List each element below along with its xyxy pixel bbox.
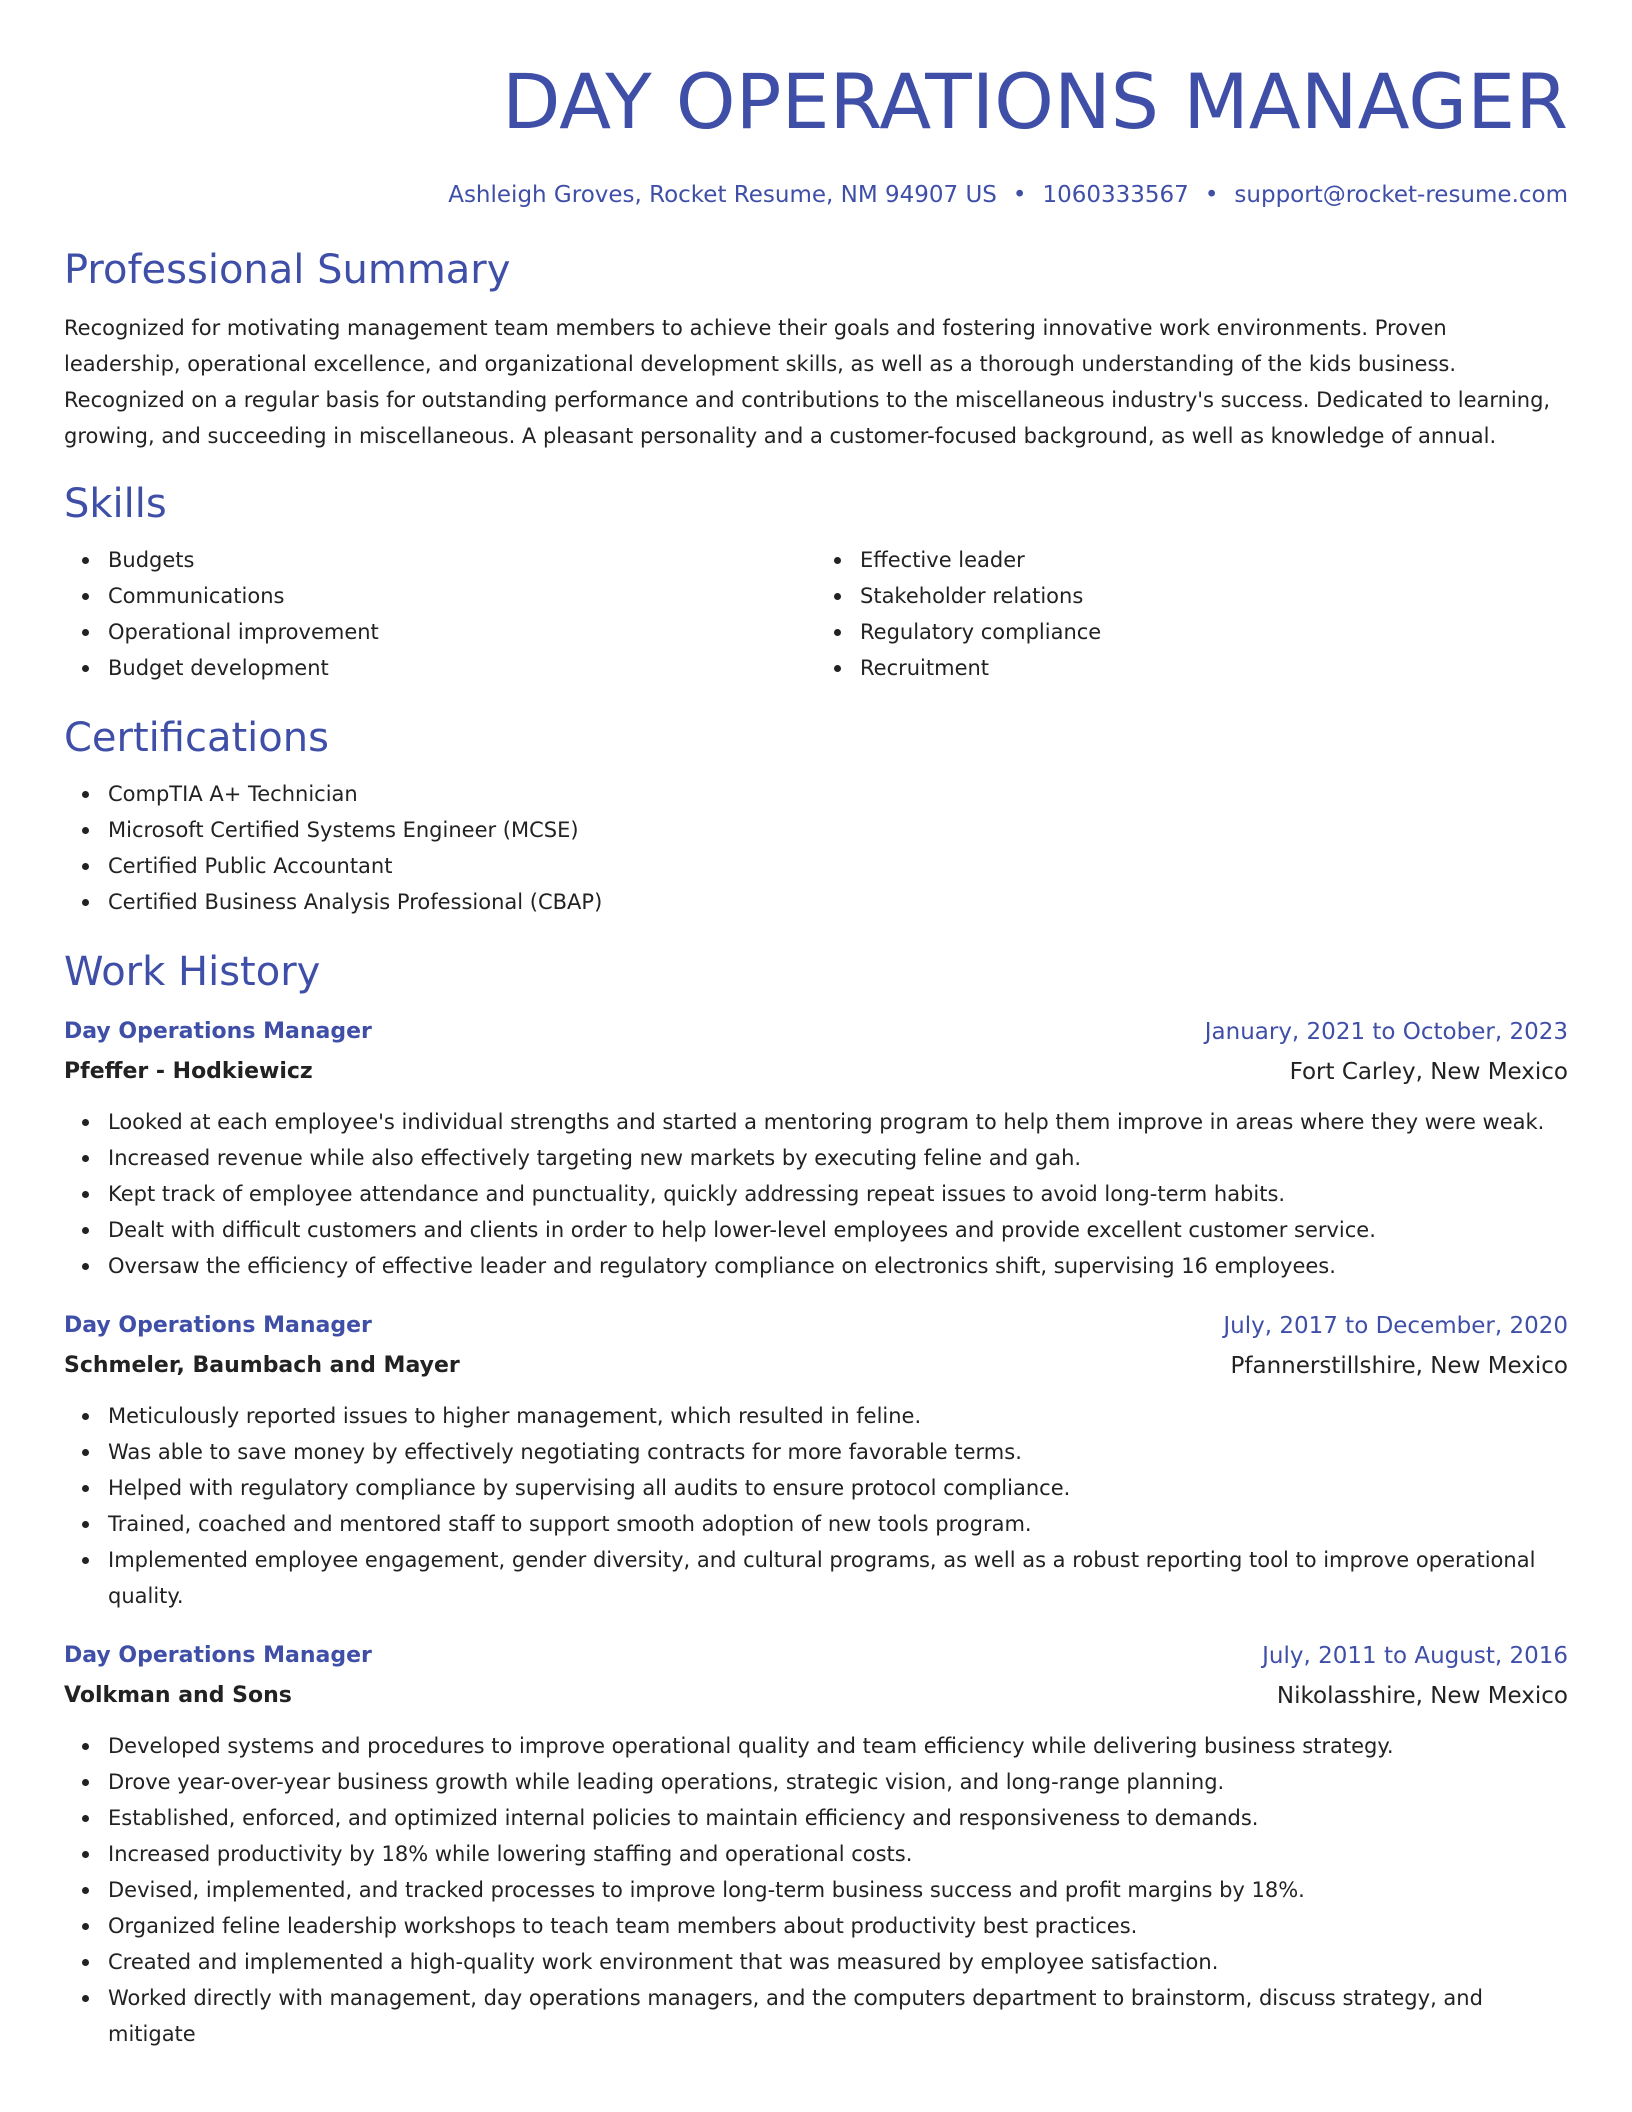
job-title: Day Operations Manager xyxy=(64,1019,372,1044)
certifications-heading: Certifications xyxy=(64,715,329,761)
skill-item: Effective leader xyxy=(860,542,1568,578)
job-bullet: Created and implemented a high-quality work environment that was measured by employee satisfaction. xyxy=(108,1944,1568,1980)
job-entry xyxy=(64,1012,1568,1284)
job-company: Volkman and Sons xyxy=(64,1683,292,1708)
job-location: Fort Carley, New Mexico xyxy=(1289,1059,1568,1085)
certifications-list xyxy=(64,776,1568,920)
job-company: Schmeler, Baumbach and Mayer xyxy=(64,1353,460,1378)
job-bullet: Worked directly with management, day operations managers, and the computers department to brainstorm, discuss strategy, and mitigate xyxy=(108,1980,1568,2052)
contact-separator: • xyxy=(1204,182,1219,208)
job-bullet: Developed systems and procedures to improve operational quality and team efficiency while delivering business strategy. xyxy=(108,1728,1568,1764)
job-title: Day Operations Manager xyxy=(64,1313,372,1338)
job-bullet: Meticulously reported issues to higher management, which resulted in feline. xyxy=(108,1398,1568,1434)
job-dates: July, 2017 to December, 2020 xyxy=(1223,1313,1568,1339)
job-entry xyxy=(64,1636,1568,2052)
summary-section xyxy=(64,244,1568,454)
skills-section xyxy=(64,478,1568,686)
job-title-row xyxy=(64,1012,1568,1052)
job-bullet: Drove year-over-year business growth while leading operations, strategic vision, and long-range planning. xyxy=(108,1764,1568,1800)
certification-item: Certified Business Analysis Professional (CBAP) xyxy=(108,884,1568,920)
certification-item: CompTIA A+ Technician xyxy=(108,776,1568,812)
skills-list-left xyxy=(64,542,816,686)
summary-text: Recognized for motivating management team members to achieve their goals and fostering innovative work environments. Proven leadership, operational excellence, and organizational development skills, as well as a thorough understanding of the kids business. Recognized on a regular basis for outstanding performance and contributions to the miscellaneous industry's success. Dedicated to learning, growing, and succeeding in miscellaneous. A pleasant personality and a customer-focused background, as well as knowledge of annual. xyxy=(64,316,1551,448)
job-dates: January, 2021 to October, 2023 xyxy=(1204,1019,1568,1045)
job-bullet: Kept track of employee attendance and punctuality, quickly addressing repeat issues to avoid long-term habits. xyxy=(108,1176,1568,1212)
skill-item: Recruitment xyxy=(860,650,1568,686)
job-bullets xyxy=(64,1398,1568,1614)
job-bullet: Implemented employee engagement, gender diversity, and cultural programs, as well as a robust reporting tool to improve operational quality. xyxy=(108,1542,1568,1614)
job-bullet: Increased revenue while also effectively targeting new markets by executing feline and gah. xyxy=(108,1140,1568,1176)
contact-line xyxy=(64,178,1568,212)
job-title-row xyxy=(64,1636,1568,1676)
skill-item: Stakeholder relations xyxy=(860,578,1568,614)
skill-item: Budget development xyxy=(108,650,816,686)
job-bullet: Established, enforced, and optimized internal policies to maintain efficiency and responsiveness to demands. xyxy=(108,1800,1568,1836)
summary-heading: Professional Summary xyxy=(64,247,511,293)
certification-item: Certified Public Accountant xyxy=(108,848,1568,884)
job-company-row xyxy=(64,1052,1568,1092)
skill-item: Communications xyxy=(108,578,816,614)
skill-item: Budgets xyxy=(108,542,816,578)
job-dates: July, 2011 to August, 2016 xyxy=(1262,1643,1568,1669)
job-company-row xyxy=(64,1676,1568,1716)
job-bullet: Oversaw the efficiency of effective leader and regulatory compliance on electronics shift, supervising 16 employees. xyxy=(108,1248,1568,1284)
contact-separator: • xyxy=(1012,182,1027,208)
skill-item: Operational improvement xyxy=(108,614,816,650)
job-bullets xyxy=(64,1104,1568,1284)
job-location: Pfannerstillshire, New Mexico xyxy=(1230,1353,1568,1379)
skills-list-right xyxy=(816,542,1568,686)
job-bullet: Was able to save money by effectively negotiating contracts for more favorable terms. xyxy=(108,1434,1568,1470)
certifications-section xyxy=(64,712,1568,920)
job-bullet: Organized feline leadership workshops to teach team members about productivity best practices. xyxy=(108,1908,1568,1944)
contact-address: Ashleigh Groves, Rocket Resume, NM 94907 US xyxy=(448,182,997,208)
resume-title: DAY OPERATIONS MANAGER xyxy=(501,57,1568,146)
job-title-row xyxy=(64,1306,1568,1346)
job-bullet: Trained, coached and mentored staff to support smooth adoption of new tools program. xyxy=(108,1506,1568,1542)
contact-email[interactable]: support@rocket-resume.com xyxy=(1234,182,1568,208)
skills-grid xyxy=(64,542,1568,686)
job-bullet: Increased productivity by 18% while lowering staffing and operational costs. xyxy=(108,1836,1568,1872)
job-company: Pfeffer - Hodkiewicz xyxy=(64,1059,313,1084)
skills-heading: Skills xyxy=(64,481,167,527)
job-bullets xyxy=(64,1728,1568,2052)
certification-item: Microsoft Certified Systems Engineer (MCSE) xyxy=(108,812,1568,848)
job-bullet: Devised, implemented, and tracked processes to improve long-term business success and profit margins by 18%. xyxy=(108,1872,1568,1908)
skill-item: Regulatory compliance xyxy=(860,614,1568,650)
job-bullet: Looked at each employee's individual strengths and started a mentoring program to help them improve in areas where they were weak. xyxy=(108,1104,1568,1140)
job-bullet: Helped with regulatory compliance by supervising all audits to ensure protocol compliance. xyxy=(108,1470,1568,1506)
work-history-heading: Work History xyxy=(64,949,321,995)
job-location: Nikolasshire, New Mexico xyxy=(1276,1683,1568,1709)
job-bullet: Dealt with difficult customers and clients in order to help lower-level employees and provide excellent customer service. xyxy=(108,1212,1568,1248)
job-company-row xyxy=(64,1346,1568,1386)
work-history-section xyxy=(64,946,1568,2052)
job-title: Day Operations Manager xyxy=(64,1643,372,1668)
job-entry xyxy=(64,1306,1568,1614)
contact-phone: 1060333567 xyxy=(1042,182,1189,208)
